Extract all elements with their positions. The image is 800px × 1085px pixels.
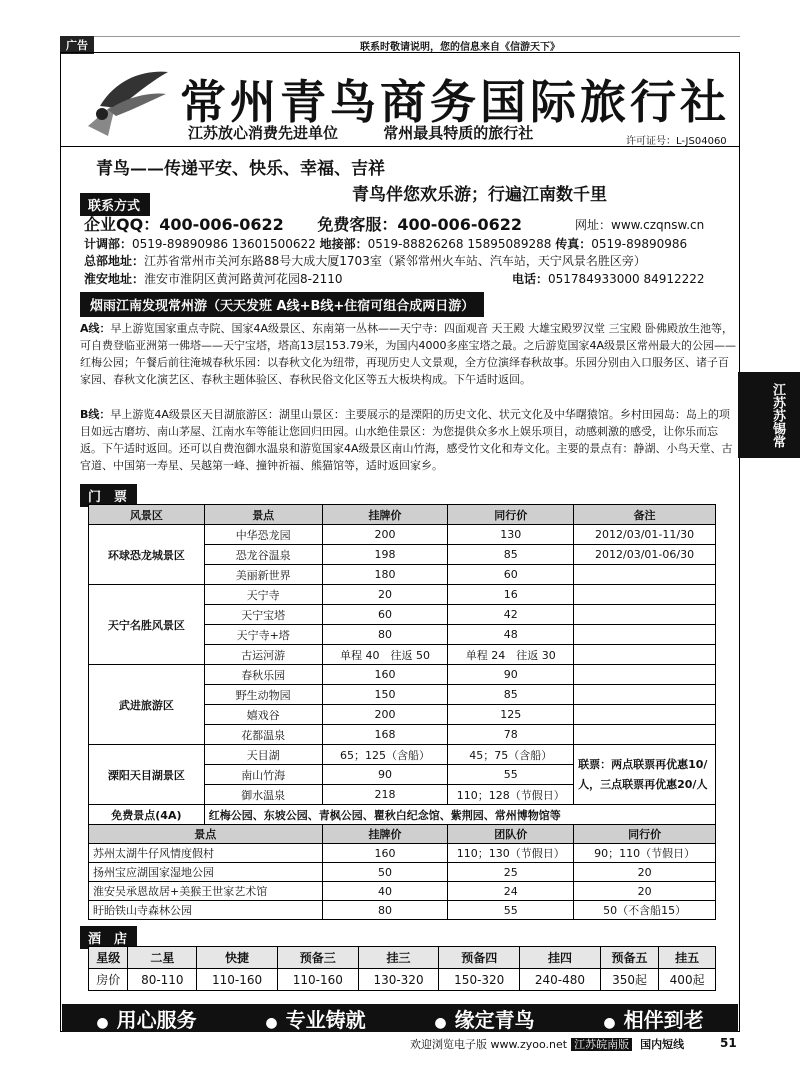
hq-value: 江苏省常州市关河东路88号大成大厦1703室（紧邻常州火车站、汽车站，天宁风景名胜区旁） xyxy=(144,254,646,268)
price-cell: 160 xyxy=(322,844,448,863)
table-row xyxy=(89,863,716,882)
price-cell: 85 xyxy=(448,545,574,565)
price-cell: 16 xyxy=(448,585,574,605)
price-cell: 150 xyxy=(322,685,448,705)
price-cell: 110-160 xyxy=(277,969,358,991)
spot-cell: 苏州太湖牛仔风情度假村 xyxy=(89,844,323,863)
table-row xyxy=(89,585,716,605)
level-cell: 二星 xyxy=(128,947,197,969)
hq-label: 总部地址： xyxy=(84,254,145,268)
spot-cell: 扬州宝应湖国家湿地公园 xyxy=(89,863,323,882)
table-header-row xyxy=(89,505,716,525)
hotel-table xyxy=(88,946,716,991)
spot-cell: 盱眙铁山寺森林公园 xyxy=(89,901,323,920)
price-cell: 单程 40 往返 50 xyxy=(322,645,448,665)
spot-cell: 南山竹海 xyxy=(204,765,322,785)
dept-value: 0519-89890986 13601500622 xyxy=(132,237,316,251)
price-cell: 55 xyxy=(448,765,574,785)
other-tickets-table xyxy=(88,824,716,920)
spot-cell: 嬉戏谷 xyxy=(204,705,322,725)
fax-label: 传真： xyxy=(555,237,592,251)
spot-cell: 淮安吴承恩故居+美猴王世家艺术馆 xyxy=(89,882,323,901)
price-cell: 240-480 xyxy=(520,969,601,991)
section-name: 国内短线 xyxy=(640,1038,685,1051)
tel-value: 051784933000 84912222 xyxy=(548,272,705,286)
price-cell: 65；125（含船） xyxy=(322,745,448,765)
tel-label: 电话： xyxy=(512,272,549,286)
footer xyxy=(410,1036,684,1052)
col-header: 风景区 xyxy=(89,505,205,525)
slogans xyxy=(188,122,573,143)
note-cell xyxy=(574,665,716,685)
price-cell: 85 xyxy=(448,685,574,705)
note-cell xyxy=(574,645,716,665)
contact-note: 联系时敬请说明，您的信息来自《信游天下》 xyxy=(360,42,560,53)
table-row xyxy=(89,844,716,863)
price-cell: 80 xyxy=(322,625,448,645)
note-cell xyxy=(574,585,716,605)
table-row xyxy=(89,901,716,920)
phone-line xyxy=(84,235,687,252)
banner-slogan: ● 缘定青鸟 xyxy=(434,1004,534,1033)
contact-tab: 联系方式 xyxy=(80,193,150,216)
motto-line-1: 青鸟——传递平安、快乐、幸福、吉祥 xyxy=(96,159,385,179)
price-cell: 40 xyxy=(322,882,448,901)
table-row xyxy=(89,882,716,901)
spot-cell: 御水温泉 xyxy=(204,785,322,805)
price-cell: 130-320 xyxy=(358,969,439,991)
price-cell: 55 xyxy=(448,901,574,920)
note-cell xyxy=(574,725,716,745)
price-cell: 90；110（节假日） xyxy=(574,844,716,863)
price-cell: 130 xyxy=(448,525,574,545)
spot-cell: 天宁寺 xyxy=(204,585,322,605)
page-number: 51 xyxy=(720,1036,737,1050)
route-b-label: B线： xyxy=(80,408,111,421)
price-cell: 20 xyxy=(322,585,448,605)
price-cell: 80-110 xyxy=(128,969,197,991)
price-cell: 110；130（节假日） xyxy=(448,844,574,863)
website[interactable]: 网址：www.czqnsw.cn xyxy=(575,218,705,232)
price-cell: 60 xyxy=(322,605,448,625)
price-cell: 198 xyxy=(322,545,448,565)
divider xyxy=(60,146,740,147)
table-row xyxy=(89,805,716,825)
reception-label: 地接部： xyxy=(319,237,368,251)
level-cell: 星级 xyxy=(89,947,128,969)
price-cell: 60 xyxy=(448,565,574,585)
note-cell: 2012/03/01-11/30 xyxy=(574,525,716,545)
col-header: 团队价 xyxy=(448,825,574,844)
spot-cell: 天宁寺+塔 xyxy=(204,625,322,645)
banner-slogan: ● 专业铸就 xyxy=(265,1004,365,1033)
banner-slogan: ● 用心服务 xyxy=(96,1004,196,1033)
price-cell: 350起 xyxy=(600,969,658,991)
col-header: 同行价 xyxy=(448,505,574,525)
route-a-text: 早上游览国家重点寺院、国家4A级景区、东南第一丛林——天宁寺：四面观音 天王殿 大雄宝殿罗汉堂 三宝殿 卧佛殿放生池等，可自费登临亚洲第一佛塔——天宁宝塔，塔高13层153.79米，为国内4000多座宝塔之最。之后游览国家4A级景区常州最大的公园——红梅公园；午餐后前往淹城春秋乐园：以春秋文化为纽带，再现历史人文景观，全方位演绎春秋故事。乐园分别由入口服务区、诸子百家园、春秋文化演艺区、春秋主题体验区、春秋民俗文化区等五大板块构成。下午适时返回。 xyxy=(80,322,737,386)
price-cell: 42 xyxy=(448,605,574,625)
reception-value: 0519-88826268 15895089288 xyxy=(367,237,552,251)
price-cell: 24 xyxy=(448,882,574,901)
tour-title: 烟雨江南发现常州游（天天发班 A线+B线+住宿可组合成两日游） xyxy=(80,292,484,317)
price-cell: 200 xyxy=(322,705,448,725)
route-b-text: 早上游览4A级景区天目湖旅游区：湖里山景区：主要展示的是溧阳的历史文化、状元文化及中华曙猿馆。乡村田园岛：岛上的项目如远古磨坊、南山茅屋、江南水车等能让您回归田园。山水绝佳景区：为您提供众多水上娱乐项目，动感刺激的感受，让你乐而忘返。下午适时返回。还可以自费泡御水温泉和游览国家4A级景区南山竹海，感受竹文化和寿文化。主要的景点有：静湖、小鸟天堂、古官道、中国第一寿星、吴越第一峰、撞钟祈福、熊猫馆等，适时返回家乡。 xyxy=(80,408,733,472)
region-cell: 环球恐龙城景区 xyxy=(89,525,205,585)
col-header: 景点 xyxy=(204,505,322,525)
region-side-tab: 江苏苏锡常 xyxy=(738,372,800,458)
huaian-label: 淮安地址： xyxy=(84,272,145,286)
note-cell xyxy=(574,625,716,645)
price-cell: 218 xyxy=(322,785,448,805)
price-cell: 110-160 xyxy=(197,969,278,991)
slogan-right: 常州最具特质的旅行社 xyxy=(383,124,534,142)
col-header: 备注 xyxy=(574,505,716,525)
price-cell: 45；75（含船） xyxy=(448,745,574,765)
price-cell: 90 xyxy=(448,665,574,685)
banner-slogan: ● 相伴到老 xyxy=(603,1004,703,1033)
tickets-tab: 门 票 xyxy=(80,484,137,507)
level-cell: 挂四 xyxy=(520,947,601,969)
spot-cell: 天宁宝塔 xyxy=(204,605,322,625)
price-cell: 单程 24 往返 30 xyxy=(448,645,574,665)
route-a-label: A线： xyxy=(80,322,111,335)
price-cell: 200 xyxy=(322,525,448,545)
slogan-banner xyxy=(62,1004,738,1032)
col-header: 挂牌价 xyxy=(322,505,448,525)
bird-logo-icon xyxy=(78,66,170,138)
region-cell: 溧阳天目湖景区 xyxy=(89,745,205,805)
hotel-tab: 酒 店 xyxy=(80,926,137,949)
price-cell: 78 xyxy=(448,725,574,745)
note-cell xyxy=(574,565,716,585)
price-cell: 125 xyxy=(448,705,574,725)
route-b xyxy=(80,406,736,474)
note-cell xyxy=(574,685,716,705)
region-cell: 天宁名胜风景区 xyxy=(89,585,205,665)
ad-tag: 广告 xyxy=(60,36,94,54)
footer-text[interactable]: 欢迎浏览电子版 www.zyoo.net xyxy=(410,1038,568,1051)
col-header: 景点 xyxy=(89,825,323,844)
free-spots: 红梅公园、东坡公园、青枫公园、瞿秋白纪念馆、紫荆园、常州博物馆等 xyxy=(204,805,715,825)
note-cell xyxy=(574,605,716,625)
company-name: 常州青鸟商务国际旅行社 xyxy=(180,75,730,129)
level-cell: 挂三 xyxy=(358,947,439,969)
price-cell: 20 xyxy=(574,863,716,882)
price-cell: 80 xyxy=(322,901,448,920)
price-cell: 20 xyxy=(574,882,716,901)
hotel-price-row xyxy=(89,969,716,991)
price-cell: 150-320 xyxy=(439,969,520,991)
hotel-level-row xyxy=(89,947,716,969)
fax-value: 0519-89890986 xyxy=(591,237,688,251)
license-number: 许可证号：L-JS04060 xyxy=(626,136,727,147)
spot-cell: 野生动物园 xyxy=(204,685,322,705)
table-row xyxy=(89,665,716,685)
price-cell: 50（不含船15） xyxy=(574,901,716,920)
price-cell: 25 xyxy=(448,863,574,882)
spot-cell: 美丽新世界 xyxy=(204,565,322,585)
region-cell: 武进旅游区 xyxy=(89,665,205,745)
price-cell: 房价 xyxy=(89,969,128,991)
price-cell: 110；128（节假日） xyxy=(448,785,574,805)
qq-number: 企业QQ：400-006-0622 xyxy=(84,215,284,234)
spot-cell: 花都温泉 xyxy=(204,725,322,745)
price-cell: 400起 xyxy=(659,969,716,991)
table-row xyxy=(89,525,716,545)
spot-cell: 恐龙谷温泉 xyxy=(204,545,322,565)
huaian-address-line xyxy=(84,270,724,287)
qq-line xyxy=(84,212,522,235)
region-cell: 免费景点(4A) xyxy=(89,805,205,825)
service-number: 免费客服：400-006-0622 xyxy=(317,215,523,234)
route-a xyxy=(80,320,736,388)
table-row xyxy=(89,745,716,765)
price-cell: 180 xyxy=(322,565,448,585)
combo-note: 联票：两点联票再优惠10/人，三点联票再优惠20/人 xyxy=(574,745,716,805)
spot-cell: 天目湖 xyxy=(204,745,322,765)
price-cell: 168 xyxy=(322,725,448,745)
level-cell: 预备五 xyxy=(600,947,658,969)
level-cell: 预备三 xyxy=(277,947,358,969)
price-cell: 90 xyxy=(322,765,448,785)
dept-label: 计调部： xyxy=(84,237,133,251)
note-cell: 2012/03/01-06/30 xyxy=(574,545,716,565)
hq-address-line xyxy=(84,252,646,269)
edition-tag: 江苏皖南版 xyxy=(571,1038,632,1051)
spot-cell: 古运河游 xyxy=(204,645,322,665)
col-header: 同行价 xyxy=(574,825,716,844)
level-cell: 快捷 xyxy=(197,947,278,969)
level-cell: 挂五 xyxy=(659,947,716,969)
tickets-table xyxy=(88,504,716,825)
slogan-left: 江苏放心消费先进单位 xyxy=(188,124,339,142)
level-cell: 预备四 xyxy=(439,947,520,969)
motto-line-2: 青鸟伴您欢乐游；行遍江南数千里 xyxy=(352,185,607,205)
huaian-value: 淮安市淮阴区黄河路黄河花园8-2110 xyxy=(144,272,343,286)
price-cell: 50 xyxy=(322,863,448,882)
spot-cell: 中华恐龙园 xyxy=(204,525,322,545)
note-cell xyxy=(574,705,716,725)
spot-cell: 春秋乐园 xyxy=(204,665,322,685)
table-header-row xyxy=(89,825,716,844)
price-cell: 48 xyxy=(448,625,574,645)
col-header: 挂牌价 xyxy=(322,825,448,844)
price-cell: 160 xyxy=(322,665,448,685)
